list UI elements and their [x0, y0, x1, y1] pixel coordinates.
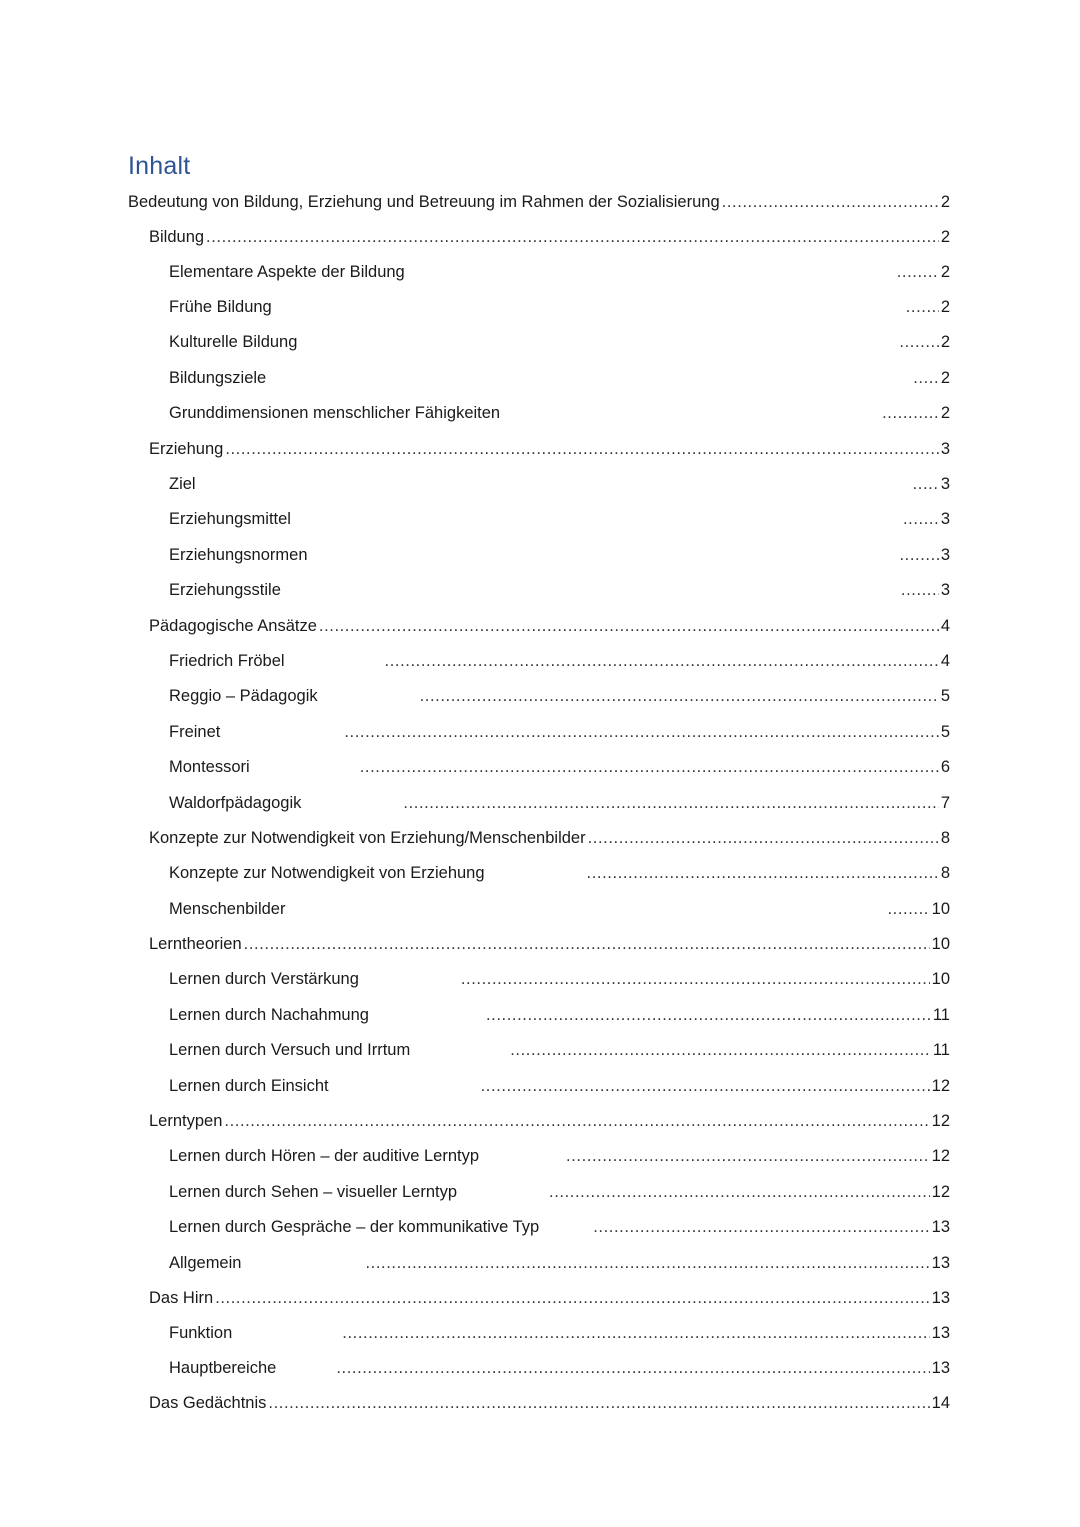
toc-leader: [510, 1038, 931, 1062]
toc-entry[interactable]: [169, 1144, 950, 1168]
toc-leader: [897, 260, 939, 284]
toc-page-number: 13: [931, 1289, 950, 1307]
toc-leader: [722, 190, 939, 214]
toc-entry-label: Bedeutung von Bildung, Erziehung und Betreuung im Rahmen der Sozialisierung: [128, 193, 720, 211]
toc-entry-label: Konzepte zur Notwendigkeit von Erziehung: [169, 864, 485, 882]
toc-leader: [899, 330, 938, 354]
toc-entry-label: Lerntypen: [149, 1112, 223, 1130]
toc-leader: [319, 614, 939, 638]
toc-entry-label: Lernen durch Hören – der auditive Lerntyp: [169, 1147, 480, 1165]
toc-leader: [420, 684, 939, 708]
toc-entry-label: Pädagogische Ansätze: [149, 617, 317, 635]
toc-entry-label: Das Hirn: [149, 1289, 214, 1307]
toc-entry-label: Freinet: [169, 723, 221, 741]
toc-entry-label: Konzepte zur Notwendigkeit von Erziehung/Menschenbilder: [149, 829, 586, 847]
toc-entry[interactable]: [169, 1215, 950, 1239]
toc-page-number: 4: [940, 652, 950, 670]
toc-page-number: 2: [940, 404, 950, 422]
toc-entry[interactable]: [128, 190, 950, 214]
toc-entry-label: Lernen durch Versuch und Irrtum: [169, 1041, 411, 1059]
toc-entry-label: Bildungsziele: [169, 369, 267, 387]
toc-entry[interactable]: [169, 1038, 950, 1062]
toc-page-number: 10: [931, 935, 950, 953]
toc-title: Inhalt: [128, 152, 191, 180]
toc-entry-label: Lerntheorien: [149, 935, 242, 953]
toc-page-number: 2: [940, 263, 950, 281]
toc-page-number: 2: [940, 369, 950, 387]
toc-page-number: 2: [940, 333, 950, 351]
toc-leader: [903, 507, 939, 531]
toc-page-number: 6: [940, 758, 950, 776]
toc-entry[interactable]: [169, 1356, 950, 1380]
toc-entry-label: Friedrich Fröbel: [169, 652, 285, 670]
toc-entry[interactable]: [169, 649, 950, 673]
toc-leader: [913, 366, 939, 390]
toc-page-number: 3: [940, 510, 950, 528]
toc-page-number: 12: [931, 1112, 950, 1130]
toc-leader: [336, 1356, 929, 1380]
toc-page-number: 13: [931, 1359, 950, 1377]
toc-entry-label: Lernen durch Sehen – visueller Lerntyp: [169, 1183, 458, 1201]
toc-leader: [481, 1074, 930, 1098]
toc-entry[interactable]: [169, 1251, 950, 1275]
toc-leader: [587, 861, 939, 885]
toc-entry-label: Frühe Bildung: [169, 298, 272, 316]
toc-page-number: 12: [931, 1147, 950, 1165]
toc-leader: [549, 1180, 930, 1204]
toc-leader: [365, 1251, 929, 1275]
toc-leader: [244, 932, 930, 956]
toc-leader: [224, 1109, 929, 1133]
toc-leader: [882, 401, 939, 425]
toc-leader: [225, 437, 939, 461]
toc-page-number: 4: [940, 617, 950, 635]
toc-entry[interactable]: [169, 330, 950, 354]
toc-entry-label: Ziel: [169, 475, 196, 493]
toc-entry[interactable]: [169, 401, 950, 425]
toc-entry[interactable]: [169, 1074, 950, 1098]
toc-entry-label: Menschenbilder: [169, 900, 286, 918]
toc-entry[interactable]: [169, 791, 950, 815]
toc-entry[interactable]: [169, 720, 950, 744]
toc-entry-label: Lernen durch Nachahmung: [169, 1006, 369, 1024]
toc-entry[interactable]: [169, 967, 950, 991]
toc-leader: [403, 791, 938, 815]
toc-leader: [901, 578, 939, 602]
toc-entry-label: Waldorfpädagogik: [169, 794, 302, 812]
toc-entry-label: Allgemein: [169, 1254, 242, 1272]
toc-entry-label: Reggio – Pädagogik: [169, 687, 318, 705]
toc-entry-label: Lernen durch Verstärkung: [169, 970, 359, 988]
toc-entry-label: Bildung: [149, 228, 205, 246]
toc-entry[interactable]: [149, 1109, 950, 1133]
toc-page-number: 5: [940, 723, 950, 741]
toc-entry[interactable]: [169, 578, 950, 602]
toc-page-number: 14: [931, 1394, 950, 1412]
toc-entry[interactable]: [169, 861, 950, 885]
toc-leader: [906, 295, 939, 319]
toc-entry[interactable]: [149, 932, 950, 956]
toc-leader: [215, 1286, 929, 1310]
toc-entry[interactable]: [169, 543, 950, 567]
toc-leader: [566, 1144, 930, 1168]
toc-page-number: 13: [931, 1218, 950, 1236]
toc-entry[interactable]: [169, 684, 950, 708]
toc-page-number: 3: [940, 475, 950, 493]
toc-leader: [342, 1321, 929, 1345]
toc-page-number: 12: [931, 1183, 950, 1201]
toc-page-number: 13: [931, 1254, 950, 1272]
toc-entry-label: Montessori: [169, 758, 250, 776]
toc-page-number: 5: [940, 687, 950, 705]
toc-entry[interactable]: [169, 1321, 950, 1345]
toc-entry-label: Erziehungsmittel: [169, 510, 291, 528]
toc-page-number: 7: [940, 794, 950, 812]
toc-leader: [593, 1215, 929, 1239]
toc-leader: [900, 543, 939, 567]
toc-entry[interactable]: [169, 295, 950, 319]
toc-leader: [486, 1003, 931, 1027]
toc-entry[interactable]: [149, 826, 950, 850]
toc-page-number: 13: [931, 1324, 950, 1342]
toc-entry[interactable]: [149, 614, 950, 638]
toc-entry-label: Grunddimensionen menschlicher Fähigkeiten: [169, 404, 501, 422]
toc-entry[interactable]: [169, 897, 950, 921]
toc-entry-label: Erziehungsstile: [169, 581, 281, 599]
toc-page-number: 8: [940, 864, 950, 882]
toc-entry[interactable]: [169, 755, 950, 779]
toc-page-number: 10: [931, 900, 950, 918]
toc-page-number: 2: [940, 228, 950, 246]
toc-entry[interactable]: [149, 225, 950, 249]
toc-page-number: 2: [940, 193, 950, 211]
toc-page-number: 2: [940, 298, 950, 316]
toc-page-number: 3: [940, 440, 950, 458]
toc-entry-label: Kulturelle Bildung: [169, 333, 298, 351]
toc-entry-label: Hauptbereiche: [169, 1359, 277, 1377]
toc-leader: [206, 225, 939, 249]
toc-entry[interactable]: [169, 507, 950, 531]
toc-page-number: 8: [940, 829, 950, 847]
toc-entry-label: Funktion: [169, 1324, 233, 1342]
toc-page-number: 12: [931, 1077, 950, 1095]
toc-entry[interactable]: [169, 366, 950, 390]
toc-page-number: 3: [940, 581, 950, 599]
toc-entry-label: Erziehungsnormen: [169, 546, 308, 564]
toc-entry-label: Erziehung: [149, 440, 224, 458]
toc-leader: [588, 826, 939, 850]
toc-page-number: 11: [932, 1006, 950, 1024]
toc-entry[interactable]: [169, 1003, 950, 1027]
toc-entry-label: Lernen durch Gespräche – der kommunikative Typ: [169, 1218, 540, 1236]
toc-entry[interactable]: [149, 437, 950, 461]
toc-page-number: 10: [931, 970, 950, 988]
toc-leader: [344, 720, 938, 744]
toc-entry-label: Lernen durch Einsicht: [169, 1077, 329, 1095]
toc-leader: [913, 472, 939, 496]
toc-entry[interactable]: [149, 1286, 950, 1310]
toc-leader: [385, 649, 939, 673]
toc-leader: [887, 897, 929, 921]
toc-page-number: 3: [940, 546, 950, 564]
toc-leader: [268, 1391, 929, 1415]
toc-entry-label: Elementare Aspekte der Bildung: [169, 263, 405, 281]
toc-entry[interactable]: [149, 1391, 950, 1415]
toc-entry-label: Das Gedächtnis: [149, 1394, 267, 1412]
toc-leader: [360, 755, 939, 779]
toc-page-number: 11: [932, 1041, 950, 1059]
toc-leader: [461, 967, 930, 991]
toc-entry[interactable]: [169, 260, 950, 284]
toc-entry[interactable]: [169, 1180, 950, 1204]
toc-entry[interactable]: [169, 472, 950, 496]
